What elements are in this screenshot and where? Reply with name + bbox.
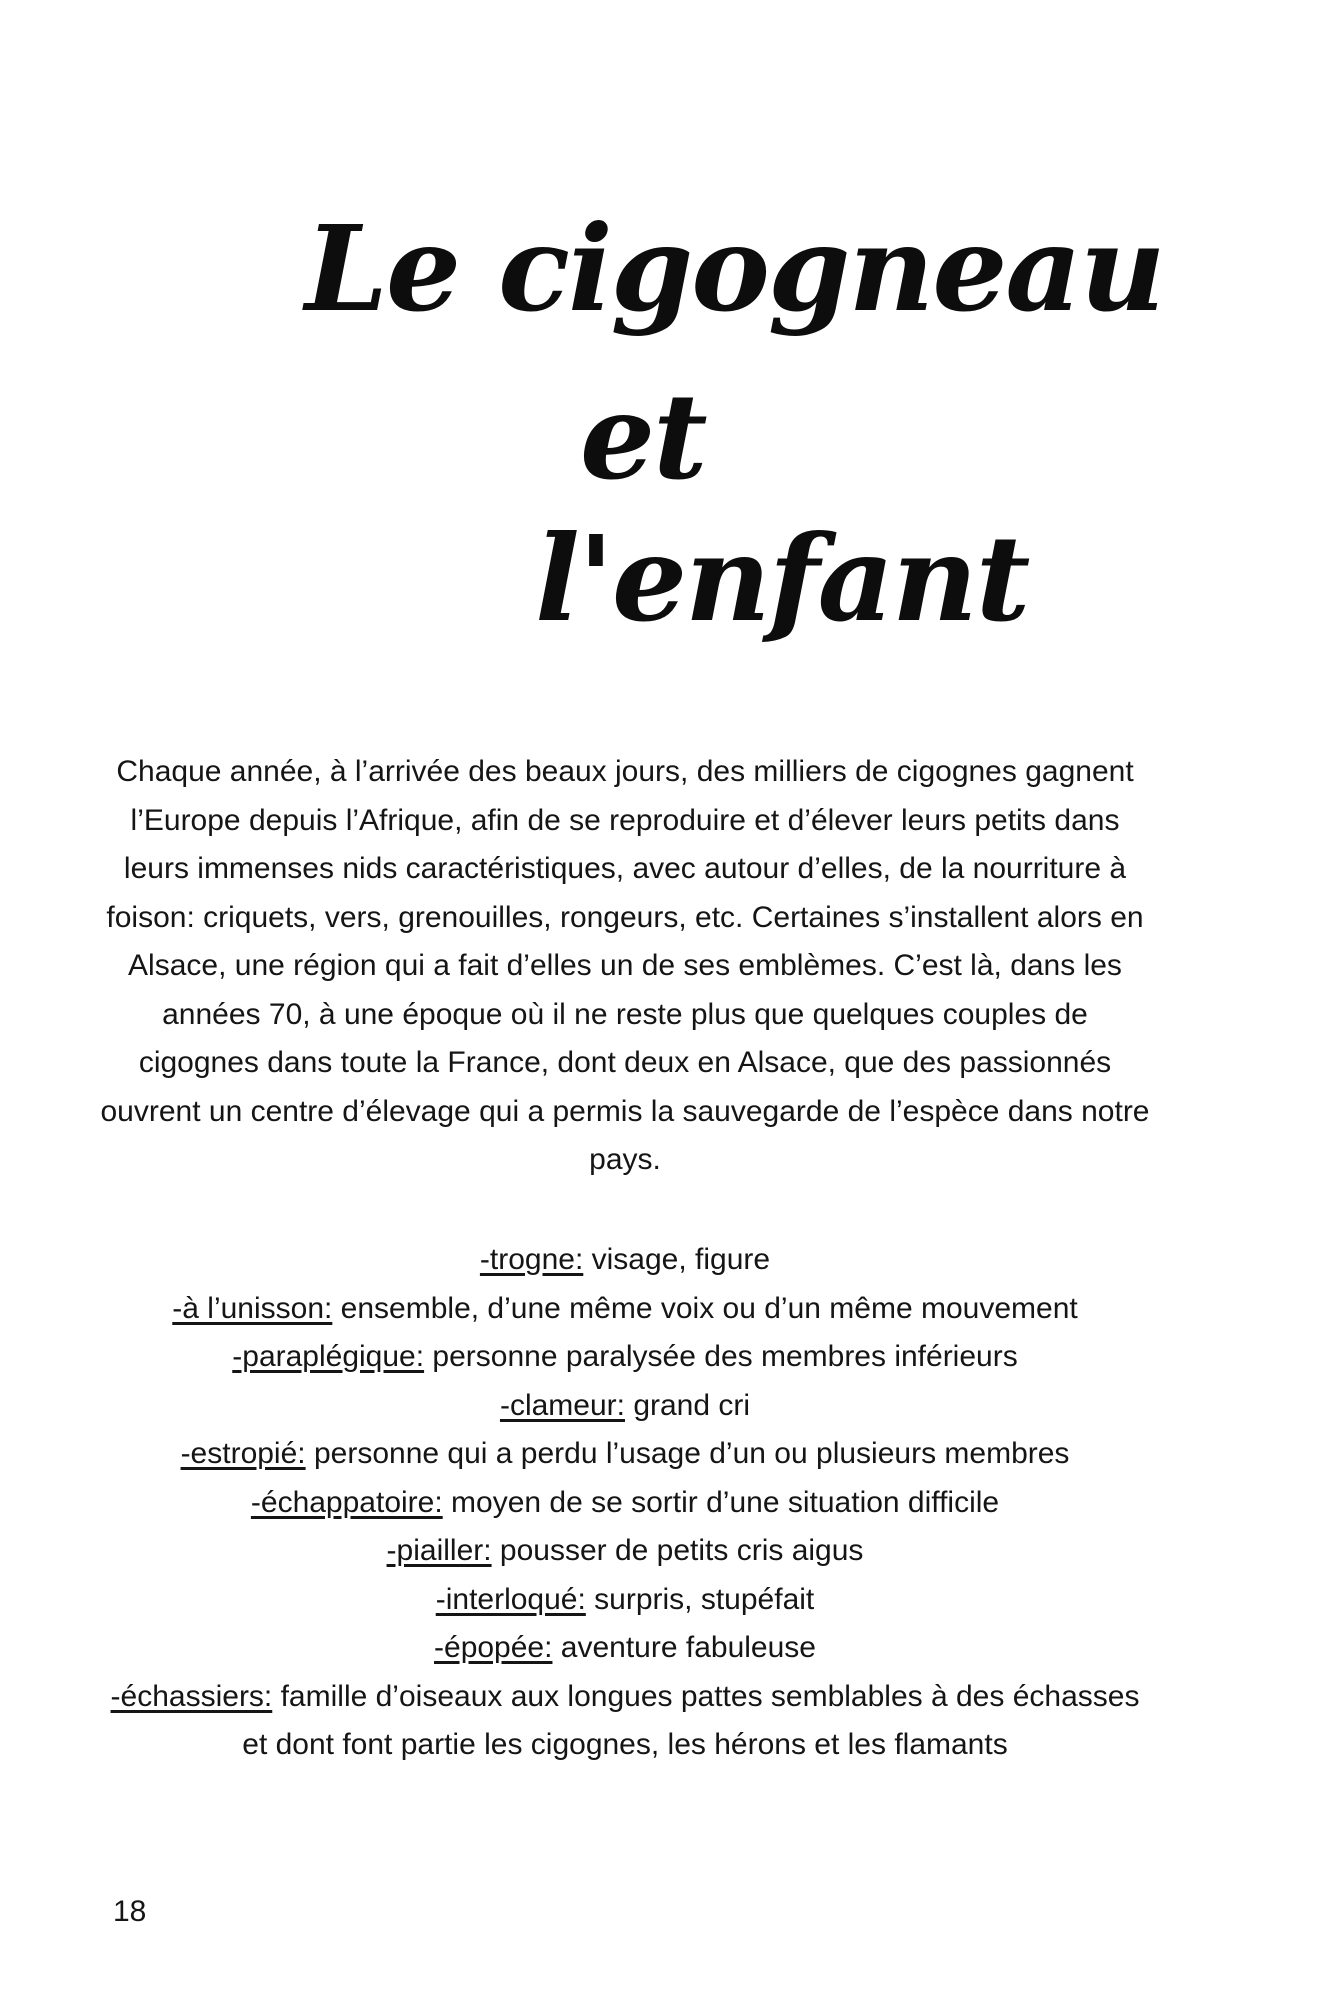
glossary-definition: ensemble, d’une même voix ou d’un même mouvement	[332, 1291, 1078, 1325]
glossary-definition: aventure fabuleuse	[552, 1631, 816, 1664]
glossary-list	[100, 1236, 1150, 1770]
glossary-term: -interloqué:	[435, 1582, 586, 1616]
glossary-definition: surpris, stupéfait	[585, 1582, 815, 1616]
intro-paragraph: Chaque année, à l’arrivée des beaux jours, des milliers de cigognes gagnent l’Europe depuis l’Afrique, afin de se reproduire et d’élever leurs petits dans leurs immenses nids caractéristiques, avec autour d’elles, de la nourriture à foison: criquets, vers, grenouilles, rongeurs, etc. Certaines s’installent alors en Alsace, une région qui a fait d’elles un de ses emblèmes. C’est là, dans les années 70, à une époque où il ne reste plus que quelques couples de cigognes dans toute la France, dont deux en Alsace, que des passionnés ouvrent un centre d’élevage qui a permis la sauvegarde de l’espèce dans notre pays.	[100, 755, 1150, 1176]
title-line-3: l'enfant	[535, 509, 1029, 648]
glossary-item	[100, 1576, 1150, 1625]
glossary-item	[100, 1236, 1150, 1285]
title-line-2: et	[580, 367, 706, 506]
glossary-definition: famille d’oiseaux aux longues pattes semblables à des échasses et dont font partie les cigognes, les hérons et les flamants	[242, 1679, 1140, 1761]
glossary-term: -paraplégique:	[232, 1340, 425, 1373]
glossary-definition: visage, figure	[583, 1243, 771, 1276]
title-line-1: Le cigogneau	[305, 199, 1164, 338]
glossary-term: -clameur:	[499, 1388, 625, 1422]
glossary-item	[100, 1479, 1150, 1528]
glossary-item	[100, 1673, 1150, 1770]
glossary-term: -échappatoire:	[250, 1485, 443, 1519]
glossary-term: -trogne:	[479, 1243, 584, 1276]
glossary-definition: grand cri	[624, 1388, 751, 1422]
glossary-definition: personne qui a perdu l’usage d’un ou plusieurs membres	[305, 1437, 1070, 1470]
glossary-item	[100, 1527, 1150, 1576]
page-number: 18	[113, 1895, 147, 1928]
glossary-item	[100, 1382, 1150, 1431]
glossary-definition: personne paralysée des membres inférieurs	[424, 1340, 1018, 1373]
glossary-term: -échassiers:	[110, 1679, 273, 1713]
glossary-term: -piailler:	[386, 1534, 492, 1567]
glossary-item	[100, 1624, 1150, 1673]
glossary-item	[100, 1333, 1150, 1382]
glossary-item	[100, 1285, 1150, 1334]
glossary-term: -à l’unisson:	[172, 1291, 333, 1325]
glossary-definition: moyen de se sortir d’une situation difficile	[442, 1485, 1000, 1519]
glossary-item	[100, 1430, 1150, 1479]
glossary-term: -épopée:	[434, 1631, 553, 1664]
glossary-term: -estropié:	[180, 1437, 306, 1470]
glossary-definition: pousser de petits cris aigus	[491, 1534, 864, 1567]
